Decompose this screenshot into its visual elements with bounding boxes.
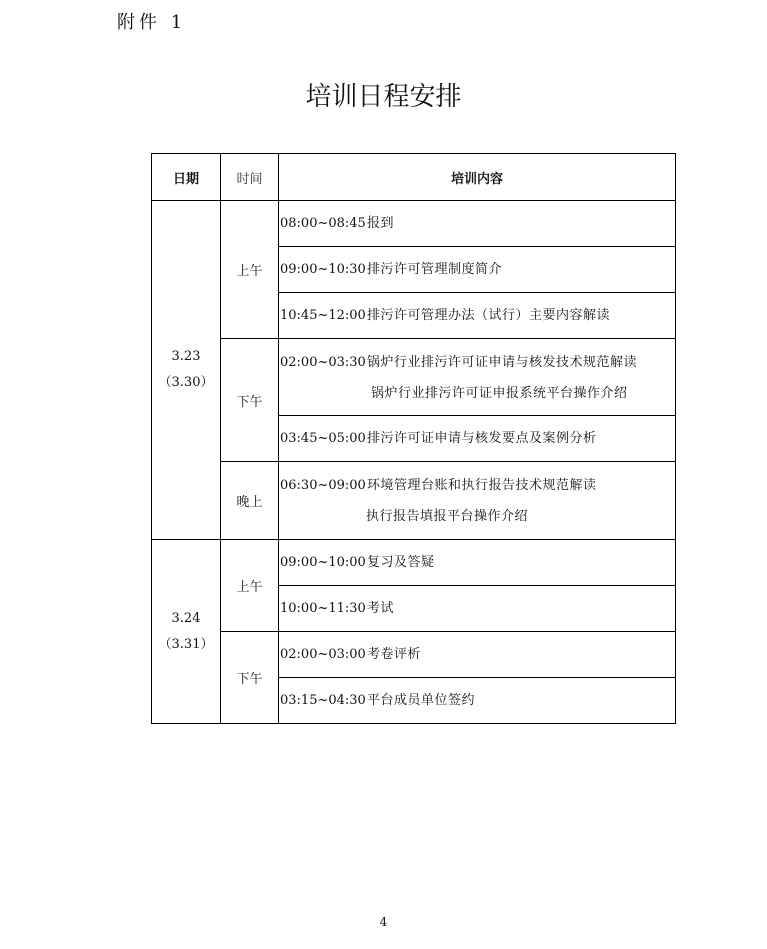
schedule-item xyxy=(279,540,676,586)
date-day2: 3.24 xyxy=(171,610,201,626)
page-number: 4 xyxy=(379,915,388,929)
schedule-item xyxy=(279,247,676,293)
period-afternoon-day2: 下午 xyxy=(221,632,279,724)
item-topic: 排污许可证申请与核发要点及案例分析 xyxy=(367,431,597,446)
item-time: 09:00~10:30 xyxy=(280,262,366,277)
item-topic: 环境管理台账和执行报告技术规范解读 xyxy=(367,478,597,493)
date-cell-day1 xyxy=(152,201,221,540)
item-time: 03:15~04:30 xyxy=(280,693,366,708)
item-time: 06:30~09:00 xyxy=(280,478,366,493)
schedule-item xyxy=(279,586,676,632)
item-topic: 考卷评析 xyxy=(367,647,422,662)
item-time: 08:00~08:45 xyxy=(280,216,366,231)
item-topic: 排污许可管理制度简介 xyxy=(367,262,503,277)
header-content: 培训内容 xyxy=(279,154,676,201)
item-topic: 报到 xyxy=(367,216,395,231)
table-row xyxy=(152,201,676,247)
item-time: 10:00~11:30 xyxy=(280,601,366,616)
page-title: 培训日程安排 xyxy=(305,82,462,112)
schedule-table xyxy=(151,153,676,724)
item-topic: 考试 xyxy=(367,601,395,616)
table-header-row xyxy=(152,154,676,201)
alt-date-day2: （3.31） xyxy=(158,636,214,652)
item-subtopic: 锅炉行业排污许可证申报系统平台操作介绍 xyxy=(371,385,628,401)
table-row xyxy=(152,339,676,416)
item-time: 09:00~10:00 xyxy=(280,555,366,570)
schedule-item xyxy=(279,462,676,540)
item-time: 10:45~12:00 xyxy=(280,308,366,323)
attachment-label: 附件 1 xyxy=(117,12,187,33)
date-day1: 3.23 xyxy=(171,349,201,364)
item-subtopic: 执行报告填报平台操作介绍 xyxy=(366,509,529,524)
schedule-item xyxy=(279,416,676,462)
item-time: 02:00~03:30 xyxy=(280,354,366,370)
item-topic: 锅炉行业排污许可证申请与核发技术规范解读 xyxy=(367,354,638,370)
header-time: 时间 xyxy=(221,154,279,201)
schedule-item xyxy=(279,293,676,339)
table-row xyxy=(152,632,676,678)
schedule-item xyxy=(279,201,676,247)
header-date: 日期 xyxy=(152,154,221,201)
item-time: 03:45~05:00 xyxy=(280,431,366,446)
item-topic: 排污许可管理办法（试行）主要内容解读 xyxy=(367,308,611,323)
alt-date-day1: （3.30） xyxy=(158,375,214,390)
schedule-item xyxy=(279,339,676,416)
table-row xyxy=(152,462,676,540)
schedule-item xyxy=(279,632,676,678)
item-topic: 复习及答疑 xyxy=(367,555,435,570)
schedule-item xyxy=(279,678,676,724)
item-topic: 平台成员单位签约 xyxy=(367,693,476,708)
period-evening-day1: 晚上 xyxy=(221,462,279,540)
period-morning-day1: 上午 xyxy=(221,201,279,339)
period-morning-day2: 上午 xyxy=(221,540,279,632)
table-row xyxy=(152,540,676,586)
item-time: 02:00~03:00 xyxy=(280,647,366,662)
period-afternoon-day1: 下午 xyxy=(221,339,279,462)
date-cell-day2 xyxy=(152,540,221,724)
